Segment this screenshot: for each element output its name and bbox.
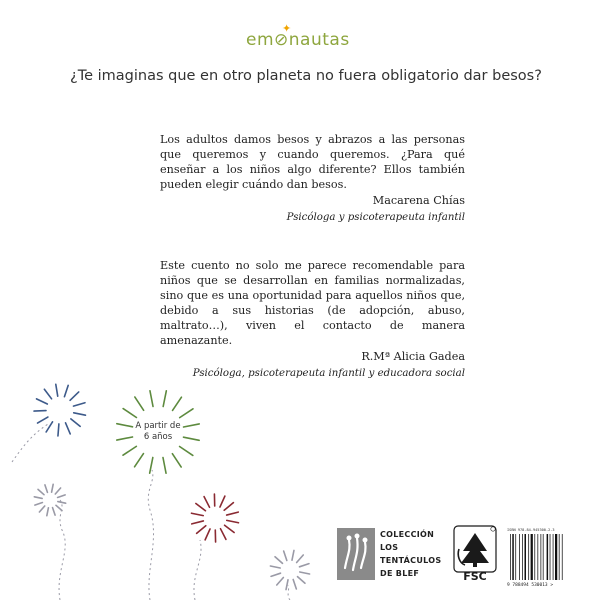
firework-trail [59,500,65,600]
barcode-bar [525,534,527,580]
barcode-bar [534,534,535,580]
firework-ray [58,495,66,498]
barcode-bar [528,534,529,580]
firework-ray [173,397,182,410]
firework-ray [150,391,153,407]
firework-ray [299,564,308,567]
firework-ray [292,550,294,560]
firework-ray [123,446,136,455]
firework-ray [286,580,288,590]
firework-ray [117,424,133,427]
barcode-bar [562,534,563,580]
firework-ray [191,513,203,515]
collection-title [380,528,440,580]
quote-author-role: Psicóloga, psicoterapeuta infantil y educadora social [192,368,465,379]
isbn-text: ISBN 978-84-945300-2-3 [507,528,555,532]
barcode-bar [559,534,560,580]
logo-orbit-icon: ⊘ [274,30,289,50]
barcode-bar [519,534,520,580]
quote-author: Macarena Chías [372,194,465,207]
firework-ray [196,503,206,510]
firework-ray [53,508,56,516]
firework-ray [44,389,51,399]
firework-ray [180,447,193,456]
firework-ray [58,502,66,504]
firework-ray [56,384,58,396]
firework-ray [74,413,86,415]
firework-ray [66,423,71,434]
star-icon: ✦ [282,22,292,35]
firework-ray [135,397,144,410]
collection-line2: LOS TENTÁCULOS [380,543,442,565]
firework-ray [47,508,49,516]
age-badge [132,421,184,443]
collection-logo-icon [337,528,375,580]
firework-ray [204,497,209,508]
quote-block-1 [160,132,465,225]
barcode-bar [515,534,516,580]
firework-ray [135,454,144,467]
logo-text-start: em [246,30,275,50]
firework-ray [225,525,235,532]
barcode [507,528,569,588]
firework-ray [297,577,304,584]
firework-ray [271,573,280,576]
logo-text-end: nautas [288,30,350,50]
firework-ray [117,437,133,440]
firework-ray [46,422,52,432]
firework-trail [12,424,48,462]
fireworks-illustration [0,370,330,600]
barcode-bar [543,534,544,580]
firework-grey-bottom [270,550,309,589]
firework-ray [220,496,225,507]
brand-logo [246,30,350,50]
quote-author: R.Mª Alicia Gadea [361,350,465,363]
firework-ray [39,506,44,512]
firework-ray [64,385,68,396]
firework-ray [55,488,60,494]
firework-ray [38,417,48,423]
quote-text: Los adultos damos besos y abrazos a las personas que queremos y cuando queremos. ¿Para qué enseñar a los niños algo diferente? Ellos también pueden elegir cuándo dan besos. [160,133,465,191]
firework-ray [52,484,54,492]
firework-ray [71,419,80,427]
quote-block-2 [160,258,465,381]
firework-ray [73,403,85,406]
quote-text: Este cuento no solo me parece recomendable para niños que se desarrollan en familias normalizadas, sino que es una oportunidad para aquellos niños que, debido a sus historias (de adopción, abuso, maltrato…), viven el contacto de manera amenazante. [160,259,465,347]
firework-ray [123,409,136,418]
firework-ray [172,454,181,467]
firework-ray [38,489,44,494]
firework-trail [148,470,153,600]
firework-ray [35,503,43,506]
page-headline: ¿Te imaginas que en otro planeta no fuera obligatorio dar besos? [70,68,542,84]
barcode-bar [555,534,557,580]
barcode-bar [550,534,551,580]
firework-ray [183,437,199,440]
barcode-bar [541,534,542,580]
firework-ray [163,391,166,407]
barcode-digits: 9 788494 530013 > [507,583,554,588]
barcode-bar [537,534,538,580]
firework-ray [197,526,206,534]
firework-ray [205,529,210,540]
barcode-bar [547,534,549,580]
firework-ray [227,520,239,522]
age-badge-line1: A partir de [135,421,181,431]
barcode-bar [512,534,514,580]
firework-ray [58,424,59,436]
collection-line1: COLECCIÓN [380,530,435,539]
firework-ray [224,503,233,511]
firework-ray [275,557,282,564]
firework-ray [184,424,200,427]
firework-ray [192,521,204,524]
firework-ray [180,409,193,418]
firework-ray [277,577,284,584]
firework-trail [194,540,201,600]
firework-ray [163,458,166,474]
firework-ray [45,485,48,493]
barcode-bar [510,534,511,580]
firework-ray [284,551,287,560]
firework-ray [36,399,47,404]
barcode-bar [531,534,533,580]
firework-ray [297,555,304,562]
barcode-bar [553,534,554,580]
firework-ray [293,579,296,588]
fsc-label: FSC [463,570,487,583]
firework-ray [270,566,280,568]
collection-line3: DE BLEF [380,569,420,578]
firework-red [191,494,238,542]
barcode-bar [522,534,523,580]
firework-trail [288,585,290,600]
firework-ray [34,497,42,499]
firework-ray [70,392,79,400]
firework-ray [300,572,310,574]
age-badge-line2: 6 años [143,432,173,442]
firework-ray [220,529,225,540]
quote-author-role: Psicóloga y psicoterapeuta infantil [286,212,465,223]
firework-ray [227,512,239,515]
